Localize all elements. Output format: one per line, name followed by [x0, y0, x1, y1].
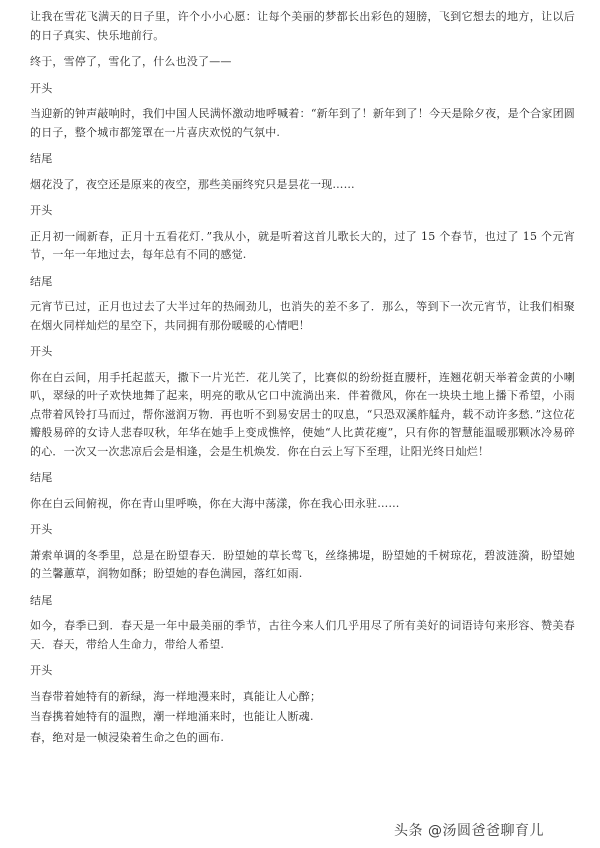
section-label: 结尾: [30, 593, 53, 607]
section-label: 开头: [30, 664, 53, 677]
paragraph: 你在白云间俯视，你在青山里呼唤，你在大海中荡漾，你在我心田永驻……: [30, 496, 400, 510]
paragraph: 当春带着她特有的新绿，海一样地漫来时，真能让人心醉；: [30, 689, 322, 703]
paragraph: 元宵节已过，正月也过去了大半过年的热闹劲儿，也消失的差不多了．那么，等到下一次元宵节，让我们相聚在烟火同样灿烂的星空下，共同拥有那份暖暖的心情吧！: [30, 300, 575, 332]
paragraph: 春，绝对是一帧浸染着生命之色的画布.: [30, 730, 225, 744]
section-label: 开头: [30, 81, 53, 95]
paragraph: 萧索单调的冬季里，总是在盼望春天．盼望她的草长莺飞，丝绦拂堤，盼望她的千树琼花，碧波涟漪，盼望她的兰馨蕙草，润物如酥；盼望她的春色满园，落红如雨.: [30, 548, 575, 580]
paragraph: 正月初一闹新春，正月十五看花灯．”我从小，就是听着这首儿歌长大的，过了 15 个春节，也过了 15 个元宵节，一年一年地过去，每年总有不同的感觉.: [30, 229, 575, 261]
paragraph: 当春携着她特有的温煦，潮一样地涌来时，也能让人断魂.: [30, 710, 314, 723]
section-label: 结尾: [30, 274, 53, 288]
paragraph: 当迎新的钟声敲响时，我们中国人民满怀激动地呼喊着：“新年到了！新年到了！今天是除夕夜，是个合家团圆的日子，整个城市都笼罩在一片喜庆欢悦的气氛中.: [30, 107, 575, 139]
document-body: [30, 8, 575, 755]
section-label: 结尾: [30, 152, 53, 165]
section-label: 开头: [30, 523, 53, 536]
section-label: 开头: [30, 345, 53, 358]
watermark: 头条 @汤圆爸爸聊育儿: [394, 823, 544, 839]
section-label: 结尾: [30, 471, 53, 484]
paragraph: 你在白云间，用手托起蓝天，撒下一片光芒．花儿笑了，比赛似的纷纷挺直腰杆，连翘花朝天举着金黄的小喇叭，翠绿的叶子欢快地舞了起来，明亮的歌从它口中流淌出来．伴着微风，你在一块块土地上播下希望，小雨点带着风铃打马而过，帮你滋润万物．再也听不到易安居士的叹息，“只恐双溪舴艋舟，载不动许多愁．”这位花瓣般易碎的女诗人悲春叹秋，年华在她手上变成憔悴，使她“人比黄花瘦”，只有你的智慧能温暖那颗冰冷易碎的心．一次又一次悲凉后会是相逢，会是生机焕发．你在白云上写下至理，让阳光终日灿烂！: [30, 370, 575, 458]
paragraph: 终于，雪停了，雪化了，什么也没了——: [30, 55, 232, 68]
paragraph: 让我在雪花飞满天的日子里，许个小小心愿：让每个美丽的梦都长出彩色的翅膀，飞到它想去的地方，让以后的日子真实、快乐地前行。: [30, 10, 575, 42]
paragraph: 如今，春季已到．春天是一年中最美丽的季节，古往今来人们几乎用尽了所有美好的词语诗句来形容、赞美春天．春天，带给人生命力，带给人希望.: [30, 619, 575, 651]
paragraph: 烟花没了，夜空还是原来的夜空，那些美丽终究只是昙花一现……: [30, 177, 355, 191]
section-label: 开头: [30, 204, 53, 217]
